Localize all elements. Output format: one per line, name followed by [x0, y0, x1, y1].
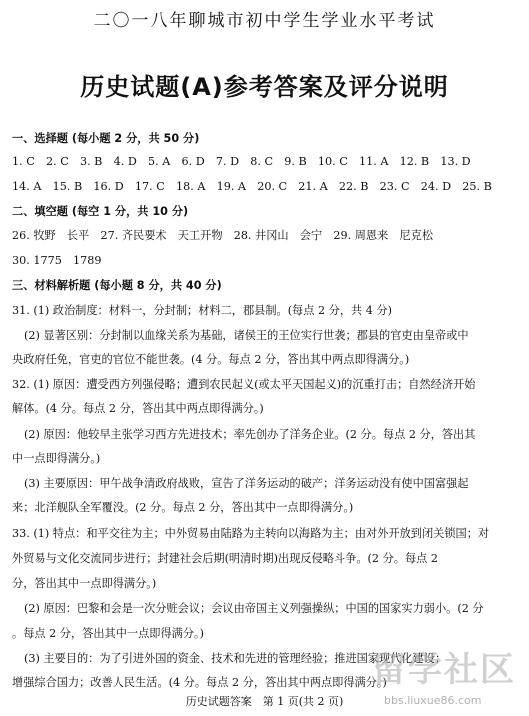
answer-line: 1. C 2. C 3. B 4. D 5. A 6. D 7. D 8. C 9. B 10. C 11. A 12. B 13. D	[12, 155, 471, 168]
answer-line: 来；北洋舰队全军覆没。(2 分。每点 2 分，答出其中一点即得满分。)	[12, 501, 354, 514]
answer-line: (2) 原因：他较早主张学习西方先进技术；率先创办了洋务企业。(2 分。每点 2 分，答出其	[24, 428, 476, 441]
answer-line: (3) 主要目的：为了引进外国的资金、技术和先进的管理经验；推进国家现代化建设；	[24, 652, 447, 665]
answer-line: 外贸易与文化交流同步进行；封建社会后期(明清时期)出现反侵略斗争。(2 分。每点 2	[12, 552, 439, 565]
section-heading-choice: 一、选择题 (每小题 2 分，共 50 分)	[12, 132, 200, 145]
answer-line: 中一点即得满分。)	[12, 452, 101, 465]
watermark-url: bbs.liuxue86.com	[384, 694, 482, 707]
answer-line: 央政府任免，官吏的官位不能世袭。(4 分。每点 2 分，答出其中两点即得满分。)	[12, 353, 410, 366]
answer-line: 26. 牧野 长平 27. 齐民要术 天工开物 28. 井冈山 会宁 29. 周恩来 尼克松	[12, 229, 434, 242]
page-footer: 历史试题答案 第 1 页(共 2 页)	[185, 695, 344, 708]
section-heading-fill: 二、填空题 (每空 1 分，共 10 分)	[12, 205, 189, 218]
watermark-logo	[362, 642, 527, 716]
watermark-text: 留学社区	[372, 650, 516, 690]
answer-line: (3) 主要原因：甲午战争清政府战败，宣告了洋务运动的破产；洋务运动没有使中国富强起	[24, 477, 469, 490]
answer-line: 解体。(4 分。每点 2 分，答出其中两点即得满分。)	[12, 402, 264, 415]
answer-line: 30. 1775 1789	[12, 254, 102, 267]
answer-line: 31. (1) 政治制度：材料一，分封制；材料二，郡县制。(每点 2 分，共 4 分)	[12, 304, 393, 317]
section-heading-material: 三、材料解析题 (每小题 8 分，共 40 分)	[12, 279, 222, 292]
answer-line: 增强综合国力；改善人民生活。(4 分。每点 2 分，答出其中两点即得满分。)	[12, 676, 387, 689]
answer-line: (2) 显著区别：分封制以血缘关系为基础，诸侯王的王位实行世袭；郡县的官吏由皇帝或中	[24, 329, 469, 342]
exam-title: 二〇一八年聊城市初中学生学业水平考试	[93, 11, 436, 31]
answer-line: 14. A 15. B 16. D 17. C 18. A 19. A 20. C 21. A 22. B 23. C 24. D 25. B	[12, 180, 492, 193]
answer-line: (2) 原因：巴黎和会是一次分赃会议；会议由帝国主义列强操纵；中国的国家实力弱小。(2 分	[24, 602, 484, 615]
answer-line: 33. (1) 特点：和平交往为主；中外贸易由陆路为主转向以海路为主；由对外开放到闭关锁国；对	[12, 527, 490, 540]
document-title: 历史试题(A)参考答案及评分说明	[80, 73, 449, 101]
answer-line: 分，答出其中一点即得满分。)	[12, 577, 157, 590]
answer-line: 。每点 2 分，答出其中一点即得满分。)	[12, 627, 204, 640]
answer-line: 32. (1) 原因：遭受西方列强侵略；遭到农民起义(或太平天国起义)的沉重打击；自然经济开始	[12, 378, 476, 391]
